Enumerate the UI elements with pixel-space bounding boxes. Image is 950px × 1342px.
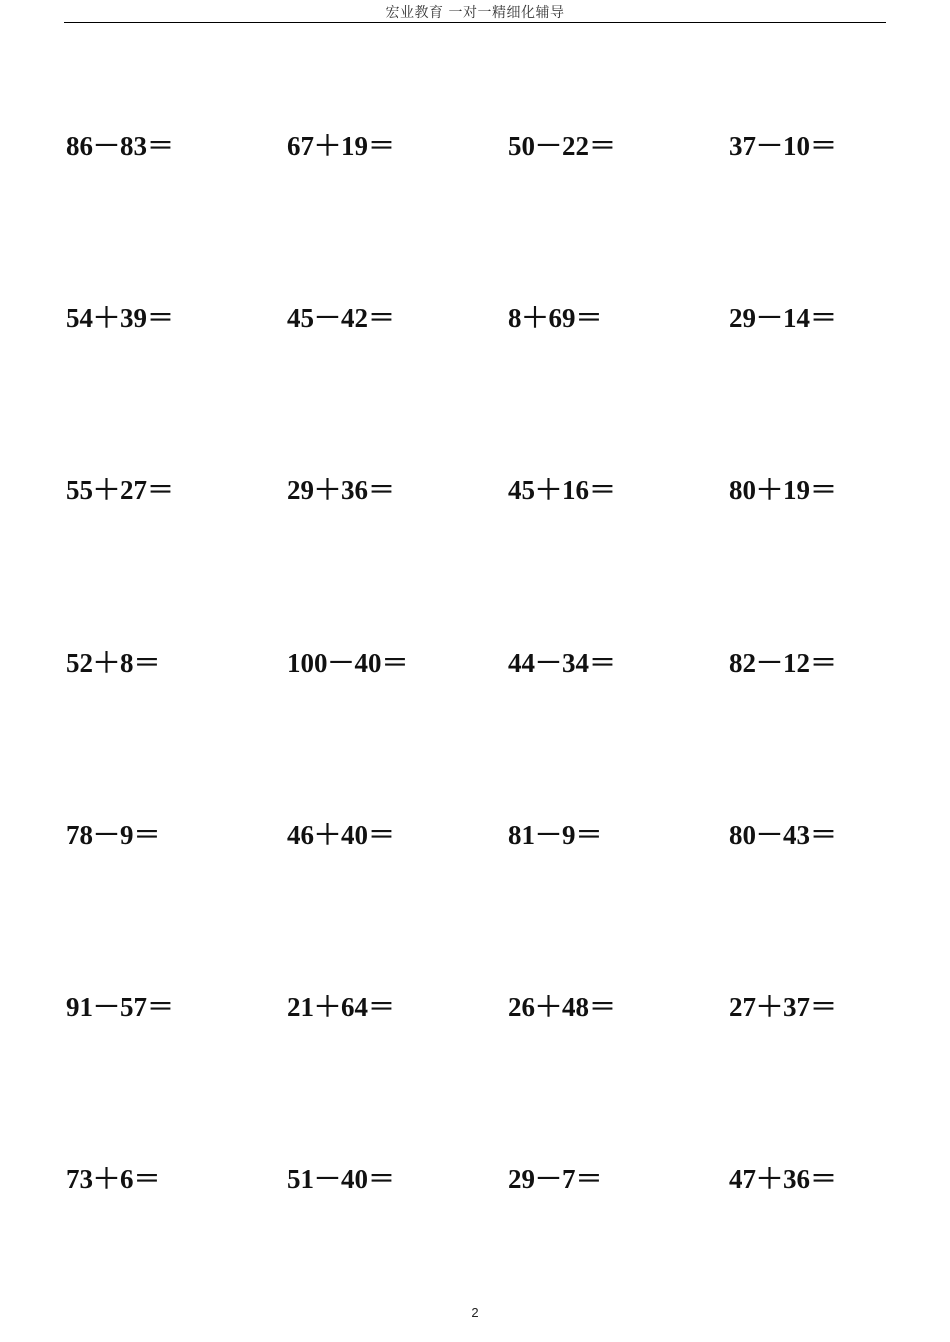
problem-r6-c3: 26＋48＝	[508, 992, 616, 1022]
problem-r2-c2: 45－42＝	[287, 303, 395, 333]
problem-r1-c1: 86－83＝	[66, 131, 174, 161]
problem-r5-c4: 80－43＝	[729, 820, 837, 850]
problem-r1-c4: 37－10＝	[729, 131, 837, 161]
problem-r6-c2: 21＋64＝	[287, 992, 395, 1022]
problem-r3-c1: 55＋27＝	[66, 475, 174, 505]
problem-r3-c2: 29＋36＝	[287, 475, 395, 505]
problem-r7-c4: 47＋36＝	[729, 1164, 837, 1194]
problem-r7-c3: 29－7＝	[508, 1164, 603, 1194]
problem-r4-c2: 100－40＝	[287, 648, 409, 678]
header-title: 宏业教育 一对一精细化辅导	[385, 5, 565, 21]
page-header	[64, 4, 886, 23]
problem-r1-c3: 50－22＝	[508, 131, 616, 161]
page-number: 2	[471, 1305, 479, 1320]
problem-r4-c3: 44－34＝	[508, 648, 616, 678]
problem-r3-c4: 80＋19＝	[729, 475, 837, 505]
problem-r5-c3: 81－9＝	[508, 820, 603, 850]
problem-r5-c1: 78－9＝	[66, 820, 161, 850]
problem-r7-c2: 51－40＝	[287, 1164, 395, 1194]
problem-r7-c1: 73＋6＝	[66, 1164, 161, 1194]
problem-r2-c3: 8＋69＝	[508, 303, 603, 333]
problem-r2-c1: 54＋39＝	[66, 303, 174, 333]
problem-r4-c1: 52＋8＝	[66, 648, 161, 678]
problem-r4-c4: 82－12＝	[729, 648, 837, 678]
problem-r6-c4: 27＋37＝	[729, 992, 837, 1022]
problem-r2-c4: 29－14＝	[729, 303, 837, 333]
problem-r6-c1: 91－57＝	[66, 992, 174, 1022]
problem-r3-c3: 45＋16＝	[508, 475, 616, 505]
problem-r1-c2: 67＋19＝	[287, 131, 395, 161]
problem-r5-c2: 46＋40＝	[287, 820, 395, 850]
